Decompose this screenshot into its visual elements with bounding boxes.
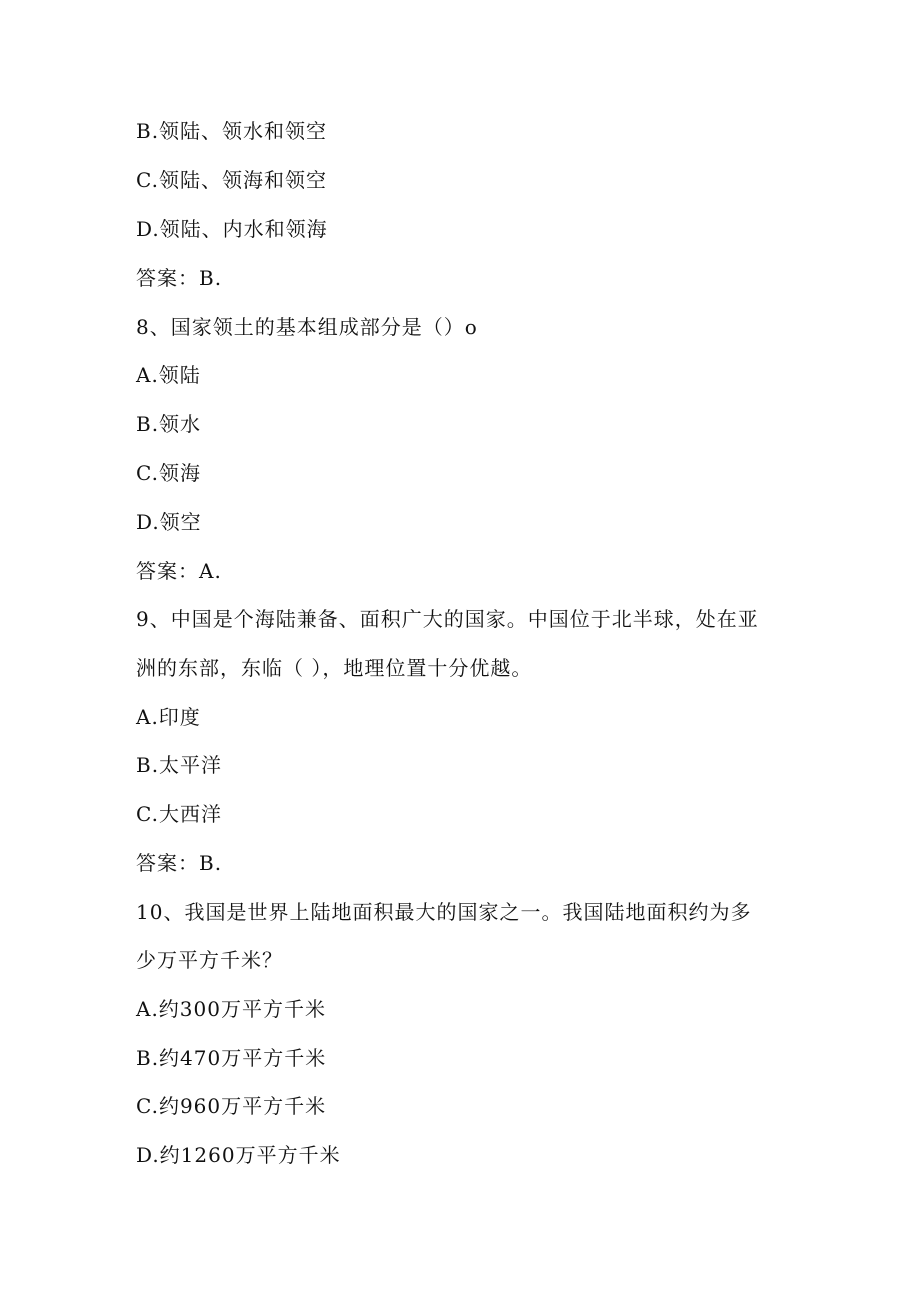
option-d-q8: D.领空: [136, 510, 202, 534]
option-a-q9: A.印度: [136, 705, 201, 729]
option-b-q9: B.太平洋: [136, 753, 223, 777]
question-10-line-1: 10、我国是世界上陆地面积最大的国家之一。我国陆地面积约为多: [136, 900, 752, 924]
option-b-q10: B.约470万平方千米: [136, 1046, 327, 1070]
answer-q9: 答案：B.: [136, 851, 223, 875]
question-9-line-2: 洲的东部，东临（ ），地理位置十分优越。: [136, 656, 533, 680]
question-10-line-2: 少万平方千米？: [136, 948, 283, 972]
option-b-q8: B.领水: [136, 412, 202, 436]
option-a-q8: A.领陆: [136, 363, 201, 387]
answer-q8: 答案：A.: [136, 559, 222, 583]
option-b-q7: B.领陆、领水和领空: [136, 119, 328, 143]
option-c-q8: C.领海: [136, 461, 201, 485]
option-c-q9: C.大西洋: [136, 802, 222, 826]
question-8: 8、国家领土的基本组成部分是（）o: [136, 315, 478, 339]
question-9-line-1: 9、中国是个海陆兼备、面积广大的国家。中国位于北半球，处在亚: [136, 607, 759, 631]
option-c-q10: C.约960万平方千米: [136, 1094, 327, 1118]
option-d-q10: D.约1260万平方千米: [136, 1143, 341, 1167]
answer-q7: 答案：B.: [136, 266, 223, 290]
option-a-q10: A.约300万平方千米: [136, 997, 326, 1021]
option-c-q7: C.领陆、领海和领空: [136, 168, 327, 192]
option-d-q7: D.领陆、内水和领海: [136, 217, 328, 241]
